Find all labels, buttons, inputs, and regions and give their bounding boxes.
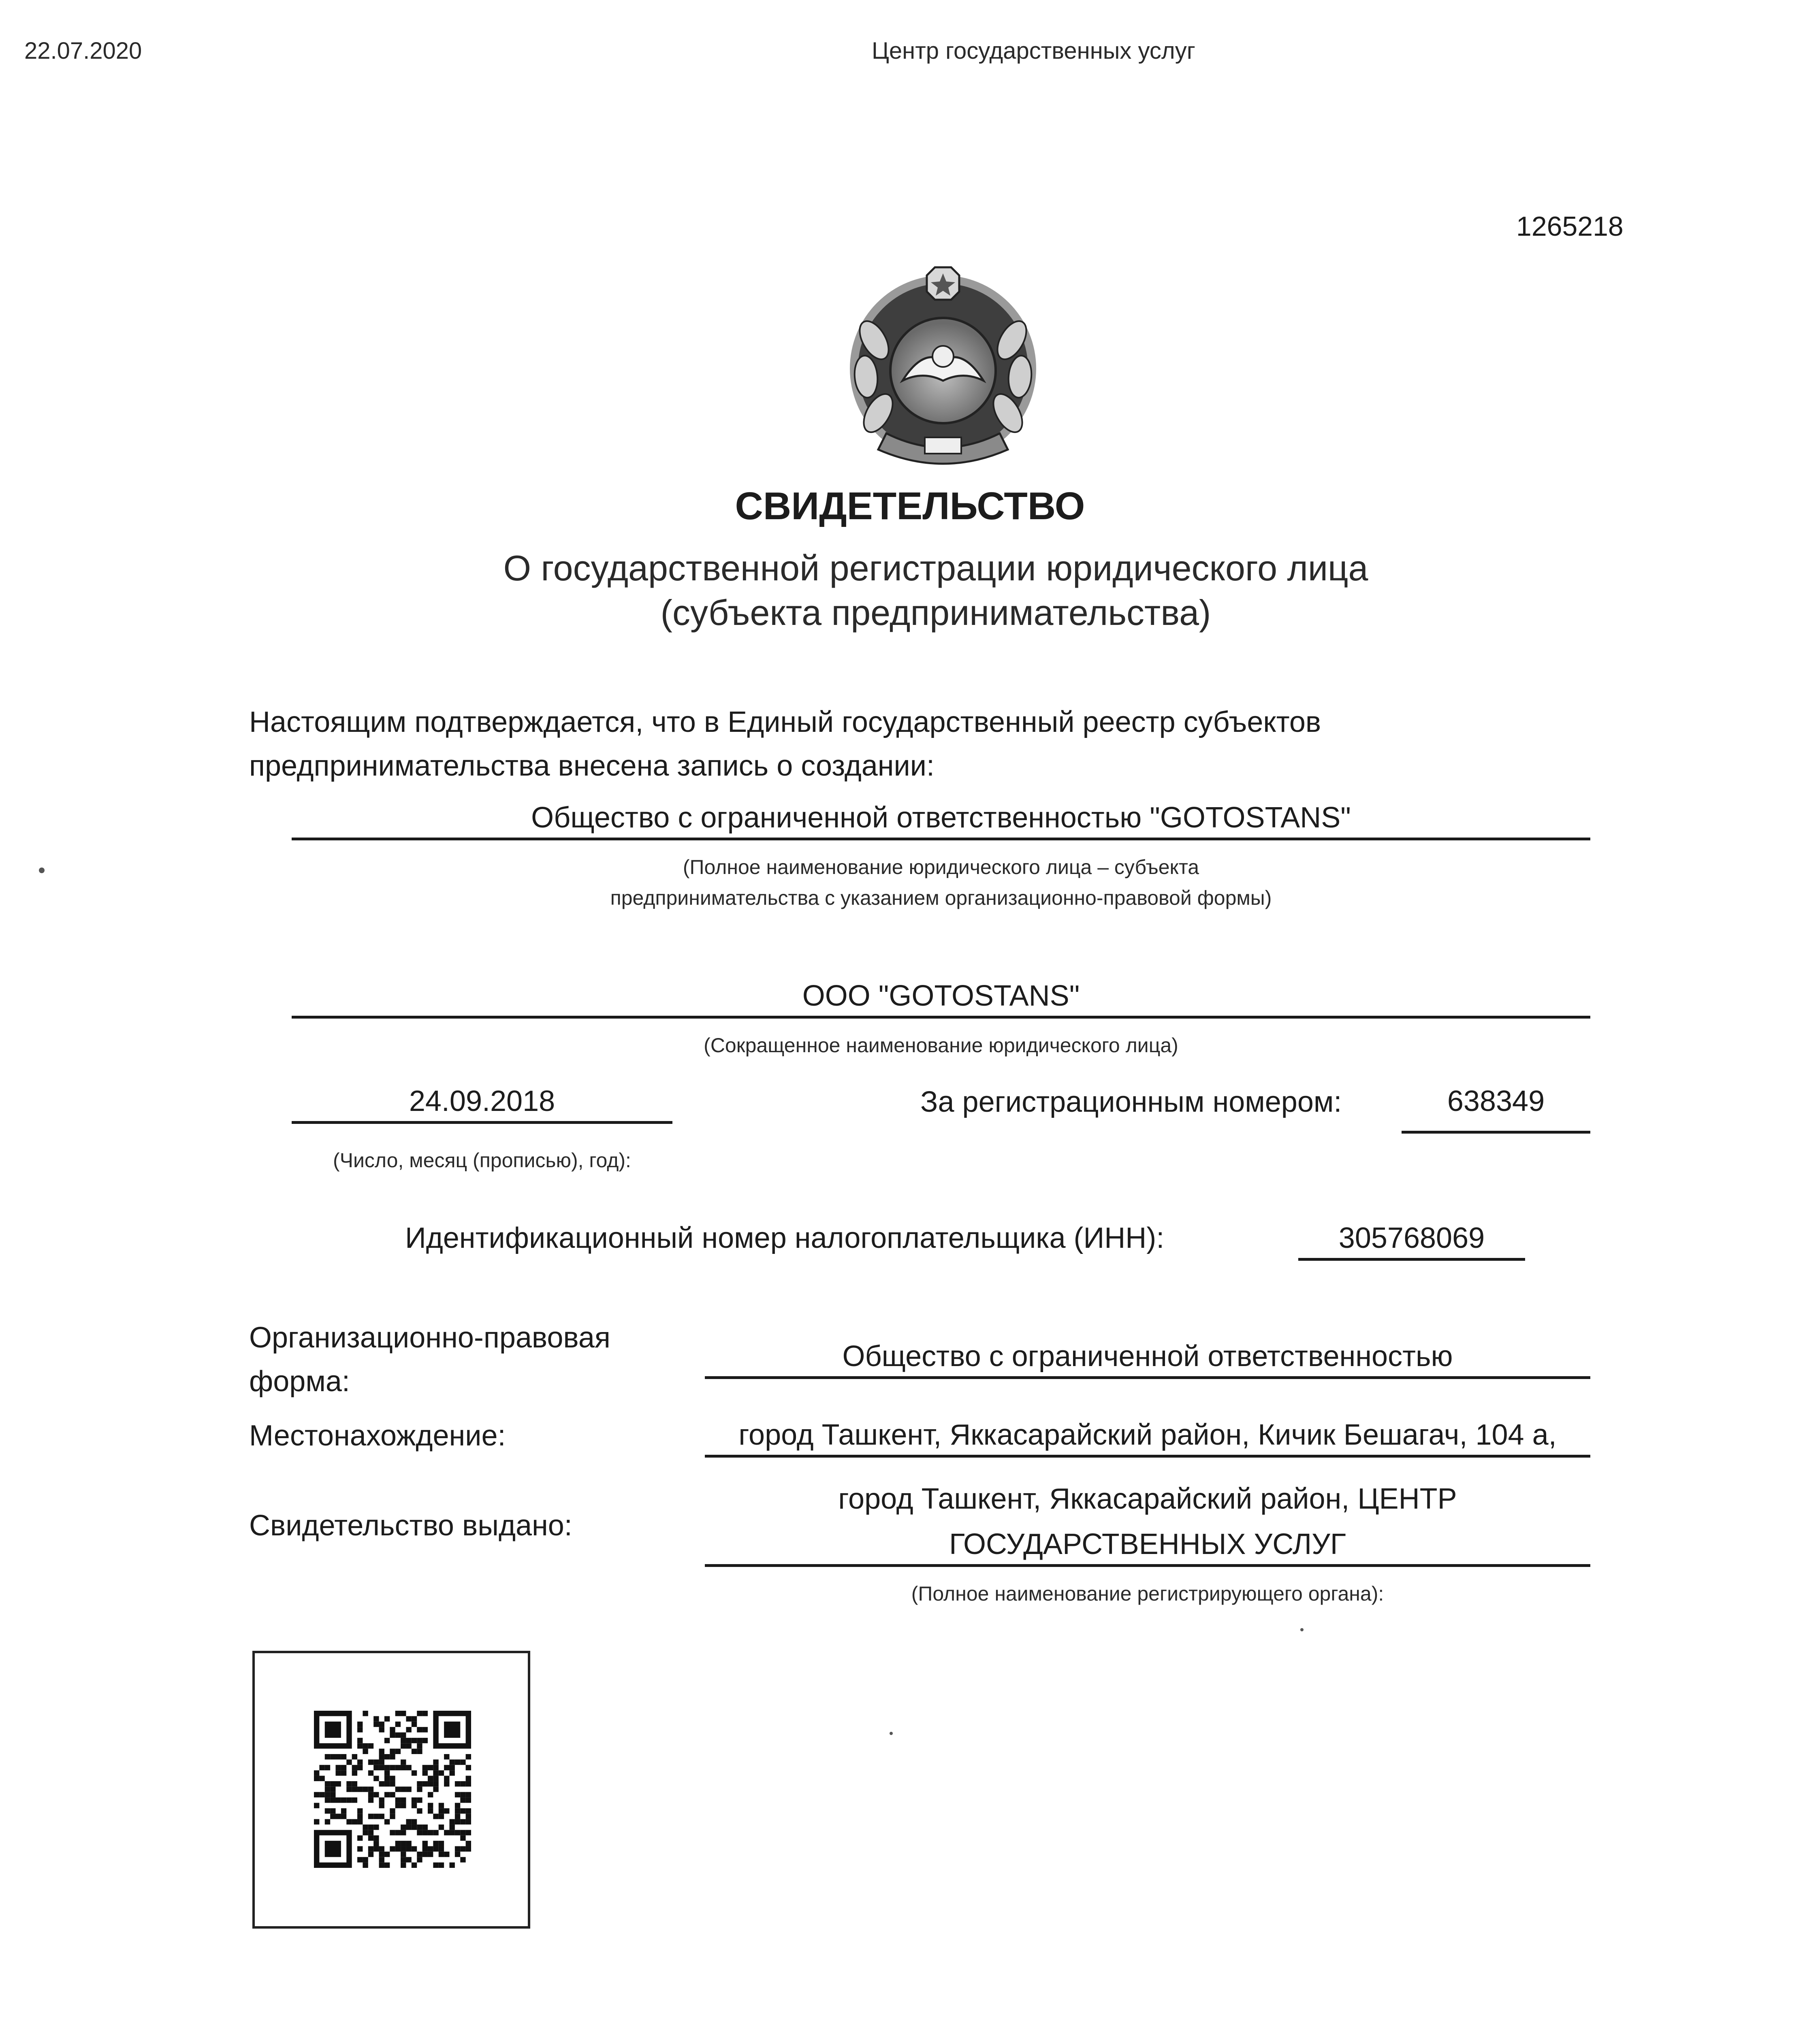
short-name-caption: (Сокращенное наименование юридического лица) (704, 1034, 1178, 1057)
full-name-caption-line2: предпринимательства с указанием организационно-правовой формы) (610, 887, 1272, 909)
document-subtitle-line1: О государственной регистрации юридического лица (503, 548, 1368, 588)
full-name-caption-line1: (Полное наименование юридического лица – субъекта (683, 856, 1199, 878)
issued-by-label: Свидетельство выдано: (249, 1509, 572, 1542)
location-value: город Ташкент, Яккасарайский район, Кичик Бешагач, 104 а, (738, 1419, 1557, 1451)
registration-number-label: За регистрационным номером: (920, 1086, 1342, 1118)
inn-value: 305768069 (1338, 1222, 1485, 1254)
qr-code-icon (314, 1711, 471, 1868)
print-date: 22.07.2020 (24, 38, 142, 64)
location-underline (705, 1455, 1590, 1458)
registration-date-caption: (Число, месяц (прописью), год): (333, 1149, 631, 1172)
issued-by-underline (705, 1564, 1590, 1567)
full-name-underline (292, 838, 1590, 840)
scan-speck (1300, 1628, 1304, 1631)
legal-form-value: Общество с ограниченной ответственностью (842, 1340, 1453, 1373)
short-name-value: ООО "GOTOSTANS" (802, 980, 1080, 1012)
document-subtitle-line2: (субъекта предпринимательства) (660, 593, 1211, 633)
location-label: Местонахождение: (249, 1420, 506, 1452)
document-title: СВИДЕТЕЛЬСТВО (735, 484, 1085, 528)
issued-by-value-line2: ГОСУДАРСТВЕННЫХ УСЛУГ (949, 1528, 1346, 1560)
inn-label: Идентификационный номер налогоплательщика (ИНН): (405, 1222, 1165, 1254)
legal-form-underline (705, 1376, 1590, 1379)
document-number: 1265218 (1516, 211, 1624, 242)
state-emblem-icon (838, 259, 1048, 470)
intro-line1: Настоящим подтверждается, что в Единый государственный реестр субъектов (249, 706, 1321, 738)
registration-date-underline (292, 1121, 672, 1124)
issued-by-value-line1: город Ташкент, Яккасарайский район, ЦЕНТР (838, 1483, 1457, 1515)
registration-number-value: 638349 (1447, 1085, 1545, 1117)
scan-speck (39, 868, 45, 873)
legal-form-label-line2: форма: (249, 1365, 350, 1398)
qr-code-frame (252, 1651, 530, 1929)
intro-line2: предпринимательства внесена запись о создании: (249, 750, 935, 782)
short-name-underline (292, 1016, 1590, 1019)
registration-date-value: 24.09.2018 (409, 1085, 555, 1117)
scan-speck (890, 1732, 893, 1735)
header-center-title: Центр государственных услуг (872, 38, 1195, 64)
legal-form-label-line1: Организационно-правовая (249, 1322, 610, 1354)
registration-number-underline (1402, 1131, 1590, 1134)
issued-by-caption: (Полное наименование регистрирующего органа): (911, 1582, 1384, 1605)
full-name-value: Общество с ограниченной ответственностью "GOTOSTANS" (531, 801, 1351, 834)
inn-underline (1298, 1258, 1525, 1261)
